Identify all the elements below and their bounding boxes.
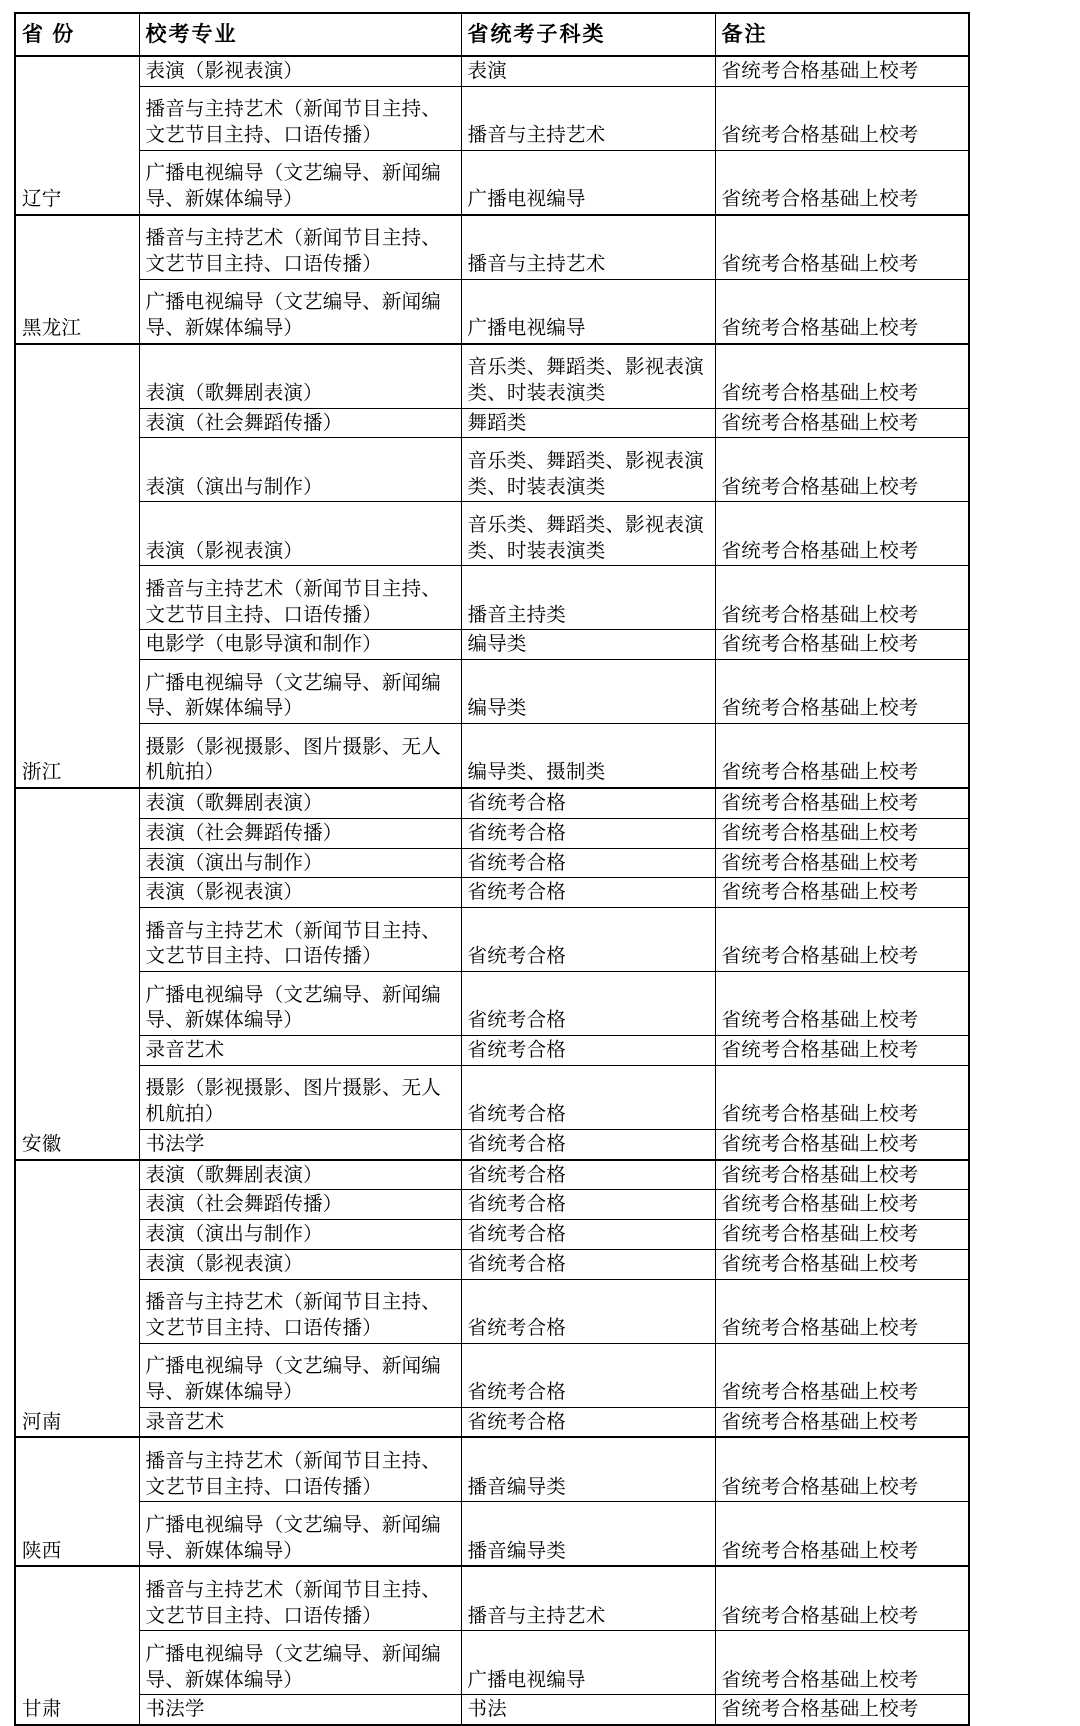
- major-cell: 书法学: [139, 1129, 461, 1159]
- remark-cell: 省统考合格基础上校考: [715, 56, 969, 86]
- subject-cell: 广播电视编导: [461, 1631, 715, 1695]
- subject-cell: 播音编导类: [461, 1502, 715, 1567]
- major-cell: 播音与主持艺术（新闻节目主持、文艺节目主持、口语传播）: [139, 908, 461, 972]
- remark-cell: 省统考合格基础上校考: [715, 344, 969, 409]
- table-row: [15, 438, 969, 502]
- remark-cell: 省统考合格基础上校考: [715, 630, 969, 660]
- table-row: [15, 1566, 969, 1631]
- subject-cell: 播音主持类: [461, 566, 715, 630]
- subject-cell: 省统考合格: [461, 1249, 715, 1279]
- column-header-remark: 备注: [715, 13, 969, 56]
- subject-cell: 省统考合格: [461, 972, 715, 1036]
- subject-cell: 书法: [461, 1695, 715, 1725]
- table-row: [15, 1129, 969, 1159]
- subject-cell: 省统考合格: [461, 878, 715, 908]
- major-cell: 播音与主持艺术（新闻节目主持、文艺节目主持、口语传播）: [139, 215, 461, 280]
- major-cell: 播音与主持艺术（新闻节目主持、文艺节目主持、口语传播）: [139, 1279, 461, 1343]
- subject-cell: 省统考合格: [461, 1160, 715, 1190]
- remark-cell: 省统考合格基础上校考: [715, 724, 969, 789]
- major-cell: 广播电视编导（文艺编导、新闻编导、新媒体编导）: [139, 1343, 461, 1407]
- subject-cell: 省统考合格: [461, 818, 715, 848]
- remark-cell: 省统考合格基础上校考: [715, 1220, 969, 1250]
- table-header-row: [15, 13, 969, 56]
- major-cell: 摄影（影视摄影、图片摄影、无人机航拍）: [139, 724, 461, 789]
- remark-cell: 省统考合格基础上校考: [715, 972, 969, 1036]
- major-cell: 表演（演出与制作）: [139, 438, 461, 502]
- subject-cell: 广播电视编导: [461, 150, 715, 215]
- subject-cell: 省统考合格: [461, 788, 715, 818]
- major-cell: 表演（歌舞剧表演）: [139, 1160, 461, 1190]
- column-header-subject: 省统考子科类: [461, 13, 715, 56]
- table-row: [15, 1160, 969, 1190]
- remark-cell: 省统考合格基础上校考: [715, 566, 969, 630]
- remark-cell: 省统考合格基础上校考: [715, 1160, 969, 1190]
- subject-cell: 播音与主持艺术: [461, 215, 715, 280]
- subject-cell: 编导类、摄制类: [461, 724, 715, 789]
- table-row: [15, 1631, 969, 1695]
- table-row: [15, 56, 969, 86]
- table-row: [15, 1249, 969, 1279]
- major-cell: 表演（社会舞蹈传播）: [139, 408, 461, 438]
- remark-cell: 省统考合格基础上校考: [715, 1566, 969, 1631]
- remark-cell: 省统考合格基础上校考: [715, 660, 969, 724]
- major-cell: 播音与主持艺术（新闻节目主持、文艺节目主持、口语传播）: [139, 1566, 461, 1631]
- remark-cell: 省统考合格基础上校考: [715, 1437, 969, 1502]
- subject-cell: 音乐类、舞蹈类、影视表演类、时装表演类: [461, 438, 715, 502]
- major-cell: 书法学: [139, 1695, 461, 1725]
- major-cell: 表演（影视表演）: [139, 56, 461, 86]
- exam-table-container: [14, 12, 968, 1726]
- major-cell: 表演（社会舞蹈传播）: [139, 818, 461, 848]
- table-row: [15, 848, 969, 878]
- subject-cell: 编导类: [461, 660, 715, 724]
- subject-cell: 省统考合格: [461, 1129, 715, 1159]
- major-cell: 表演（影视表演）: [139, 502, 461, 566]
- table-row: [15, 908, 969, 972]
- subject-cell: 播音编导类: [461, 1437, 715, 1502]
- province-cell: 陕西: [15, 1437, 139, 1566]
- subject-cell: 省统考合格: [461, 908, 715, 972]
- subject-cell: 播音与主持艺术: [461, 1566, 715, 1631]
- province-cell: 甘肃: [15, 1566, 139, 1725]
- major-cell: 摄影（影视摄影、图片摄影、无人机航拍）: [139, 1065, 461, 1129]
- major-cell: 表演（影视表演）: [139, 878, 461, 908]
- major-cell: 广播电视编导（文艺编导、新闻编导、新媒体编导）: [139, 660, 461, 724]
- subject-cell: 省统考合格: [461, 1065, 715, 1129]
- table-row: [15, 878, 969, 908]
- table-row: [15, 724, 969, 789]
- table-row: [15, 1437, 969, 1502]
- subject-cell: 音乐类、舞蹈类、影视表演类、时装表演类: [461, 344, 715, 409]
- table-row: [15, 502, 969, 566]
- major-cell: 录音艺术: [139, 1036, 461, 1066]
- major-cell: 表演（影视表演）: [139, 1249, 461, 1279]
- table-row: [15, 972, 969, 1036]
- table-row: [15, 344, 969, 409]
- remark-cell: 省统考合格基础上校考: [715, 878, 969, 908]
- subject-cell: 省统考合格: [461, 1190, 715, 1220]
- major-cell: 播音与主持艺术（新闻节目主持、文艺节目主持、口语传播）: [139, 86, 461, 150]
- remark-cell: 省统考合格基础上校考: [715, 1129, 969, 1159]
- remark-cell: 省统考合格基础上校考: [715, 279, 969, 344]
- major-cell: 表演（演出与制作）: [139, 848, 461, 878]
- major-cell: 广播电视编导（文艺编导、新闻编导、新媒体编导）: [139, 279, 461, 344]
- remark-cell: 省统考合格基础上校考: [715, 1249, 969, 1279]
- table-row: [15, 630, 969, 660]
- province-cell: 河南: [15, 1160, 139, 1438]
- remark-cell: 省统考合格基础上校考: [715, 1502, 969, 1567]
- remark-cell: 省统考合格基础上校考: [715, 1190, 969, 1220]
- subject-cell: 省统考合格: [461, 1407, 715, 1437]
- subject-cell: 编导类: [461, 630, 715, 660]
- remark-cell: 省统考合格基础上校考: [715, 908, 969, 972]
- major-cell: 电影学（电影导演和制作）: [139, 630, 461, 660]
- province-cell: 安徽: [15, 788, 139, 1159]
- subject-cell: 省统考合格: [461, 1036, 715, 1066]
- remark-cell: 省统考合格基础上校考: [715, 1343, 969, 1407]
- column-header-province: 省 份: [15, 13, 139, 56]
- remark-cell: 省统考合格基础上校考: [715, 408, 969, 438]
- remark-cell: 省统考合格基础上校考: [715, 1695, 969, 1725]
- major-cell: 表演（歌舞剧表演）: [139, 344, 461, 409]
- subject-cell: 省统考合格: [461, 1343, 715, 1407]
- table-row: [15, 86, 969, 150]
- major-cell: 播音与主持艺术（新闻节目主持、文艺节目主持、口语传播）: [139, 566, 461, 630]
- subject-cell: 表演: [461, 56, 715, 86]
- province-cell: 浙江: [15, 344, 139, 788]
- remark-cell: 省统考合格基础上校考: [715, 215, 969, 280]
- table-row: [15, 1220, 969, 1250]
- remark-cell: 省统考合格基础上校考: [715, 150, 969, 215]
- table-row: [15, 1695, 969, 1725]
- table-row: [15, 660, 969, 724]
- remark-cell: 省统考合格基础上校考: [715, 502, 969, 566]
- table-row: [15, 566, 969, 630]
- major-cell: 录音艺术: [139, 1407, 461, 1437]
- major-cell: 广播电视编导（文艺编导、新闻编导、新媒体编导）: [139, 1631, 461, 1695]
- table-row: [15, 1407, 969, 1437]
- major-cell: 表演（社会舞蹈传播）: [139, 1190, 461, 1220]
- subject-cell: 舞蹈类: [461, 408, 715, 438]
- subject-cell: 音乐类、舞蹈类、影视表演类、时装表演类: [461, 502, 715, 566]
- subject-cell: 省统考合格: [461, 1279, 715, 1343]
- table-row: [15, 788, 969, 818]
- table-row: [15, 1065, 969, 1129]
- table-row: [15, 150, 969, 215]
- major-cell: 广播电视编导（文艺编导、新闻编导、新媒体编导）: [139, 1502, 461, 1567]
- remark-cell: 省统考合格基础上校考: [715, 86, 969, 150]
- major-cell: 播音与主持艺术（新闻节目主持、文艺节目主持、口语传播）: [139, 1437, 461, 1502]
- province-exam-table: [14, 12, 970, 1726]
- table-row: [15, 1279, 969, 1343]
- table-row: [15, 1502, 969, 1567]
- remark-cell: 省统考合格基础上校考: [715, 1036, 969, 1066]
- major-cell: 表演（歌舞剧表演）: [139, 788, 461, 818]
- table-row: [15, 279, 969, 344]
- table-row: [15, 1190, 969, 1220]
- subject-cell: 省统考合格: [461, 848, 715, 878]
- remark-cell: 省统考合格基础上校考: [715, 848, 969, 878]
- province-cell: 辽宁: [15, 56, 139, 215]
- remark-cell: 省统考合格基础上校考: [715, 1279, 969, 1343]
- subject-cell: 广播电视编导: [461, 279, 715, 344]
- table-row: [15, 215, 969, 280]
- remark-cell: 省统考合格基础上校考: [715, 818, 969, 848]
- column-header-major: 校考专业: [139, 13, 461, 56]
- major-cell: 表演（演出与制作）: [139, 1220, 461, 1250]
- major-cell: 广播电视编导（文艺编导、新闻编导、新媒体编导）: [139, 972, 461, 1036]
- table-row: [15, 408, 969, 438]
- table-row: [15, 1343, 969, 1407]
- subject-cell: 播音与主持艺术: [461, 86, 715, 150]
- table-row: [15, 1036, 969, 1066]
- remark-cell: 省统考合格基础上校考: [715, 1407, 969, 1437]
- remark-cell: 省统考合格基础上校考: [715, 1065, 969, 1129]
- subject-cell: 省统考合格: [461, 1220, 715, 1250]
- province-cell: 黑龙江: [15, 215, 139, 344]
- remark-cell: 省统考合格基础上校考: [715, 438, 969, 502]
- major-cell: 广播电视编导（文艺编导、新闻编导、新媒体编导）: [139, 150, 461, 215]
- table-body: [15, 56, 969, 1725]
- table-row: [15, 818, 969, 848]
- remark-cell: 省统考合格基础上校考: [715, 788, 969, 818]
- remark-cell: 省统考合格基础上校考: [715, 1631, 969, 1695]
- table-header: [15, 13, 969, 56]
